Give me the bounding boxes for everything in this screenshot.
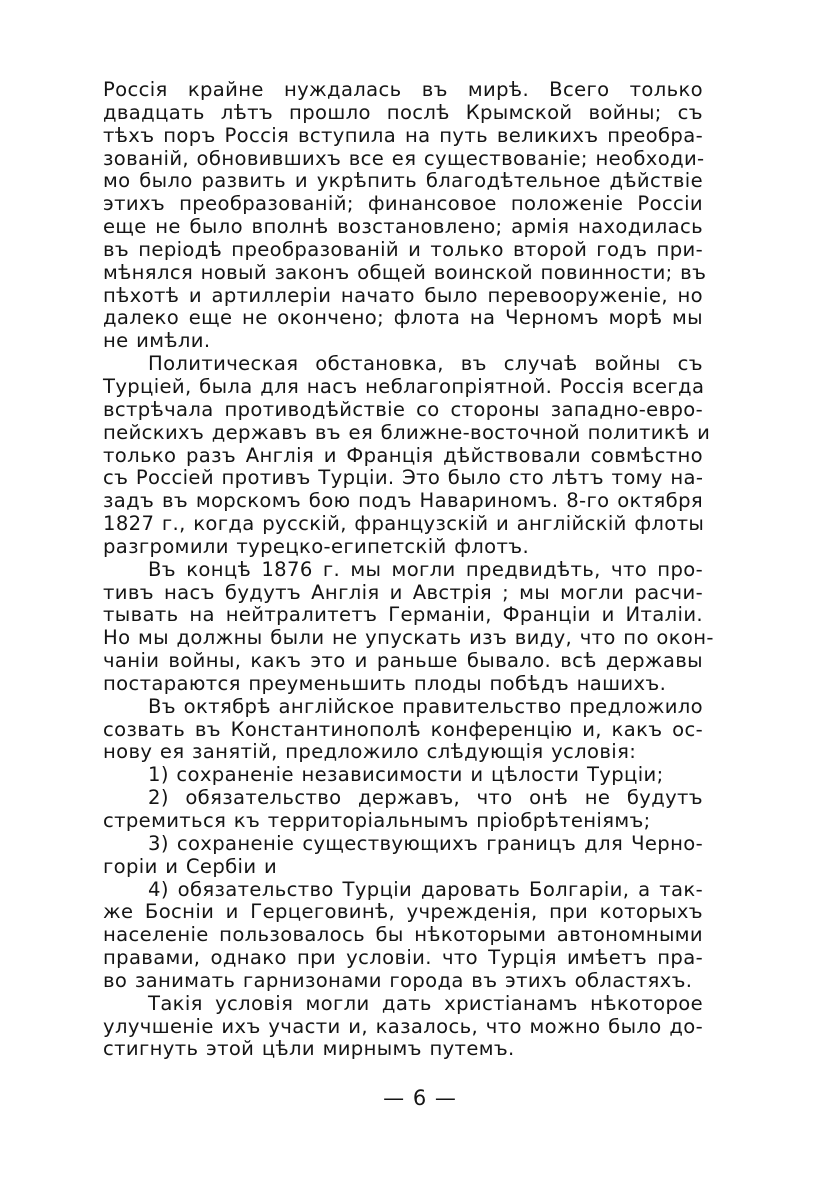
text-line: съ Россіей противъ Турціи. Это было сто лѣтъ тому на- [103,466,704,490]
text-line: зованій, обновившихъ все ея существованіе; необходи- [103,146,705,170]
text-line: 1) сохраненіе независимости и цѣлости Турціи; [148,763,664,787]
text-line: постараются преуменьшить плоды побѣдъ нашихъ. [103,671,667,695]
text-line: задъ въ морскомъ бою подъ Навариномъ. 8-го октября [103,489,703,513]
text-line: встрѣчала противодѣйствіе со стороны западно-евро- [103,397,703,421]
text-line: тивъ насъ будутъ Англія и Австрія ; мы могли расчи- [103,580,703,604]
text-line: населеніе пользовалось бы нѣкоторыми автономными [103,923,703,947]
text-line: тѣхъ поръ Россія вступила на путь великихъ преобра- [103,123,703,147]
list-item [103,879,703,993]
paragraph [103,352,711,559]
text-line: 4) обязательство Турціи даровать Болгаріи, а так- [148,877,703,901]
list-item [103,833,703,879]
text-line: 2) обязательство державъ, что онѣ не будутъ [148,786,703,810]
body-text [103,78,714,1061]
text-line: мѣнялся новый законъ общей воинской повинности; въ [103,260,707,284]
page-number: — 6 — [383,1086,457,1110]
list-item [103,764,703,787]
text-line: нову ея занятій, предложило слѣдующія условія: [103,740,637,764]
text-line: разгромили турецко-египетскій флотъ. [103,534,530,558]
text-line: 1827 г., когда русскій, французскій и англійскій флоты [103,512,705,536]
paragraph [103,696,703,765]
text-line: не имѣли. [103,329,211,353]
text-line: пейскихъ державъ въ ея ближне-восточной политикѣ и [103,420,711,444]
text-line: Но мы должны были не упускать изъ виду, что по окон- [103,626,714,650]
text-line: созвать въ Константинополѣ конференцію и, какъ ос- [103,717,703,741]
text-line: далеко еще не окончено; флота на Черномъ морѣ мы [103,306,703,330]
text-line: Россія крайне нуждалась въ мирѣ. Всего только [103,78,703,101]
text-line: стремиться къ территоріальнымъ пріобрѣтеніямъ; [103,809,651,832]
text-line: еще не было вполнѣ возстановлено; армія находилась [103,215,703,239]
paragraph [103,557,714,696]
paragraph [103,993,703,1062]
paragraph [103,78,707,353]
text-line: горіи и Сербіи и [103,854,278,878]
text-line: мо было развить и укрѣпить благодѣтельное дѣйствіе [103,169,703,193]
text-line: 3) сохраненіе существующихъ границъ для Черно- [148,831,703,855]
list-item [103,787,703,833]
text-line: Такія условія могли дать христіанамъ нѣкоторое [148,991,703,1015]
text-line: въ періодѣ преобразованій и только второй годъ при- [103,237,703,261]
text-line: чаніи войны, какъ это и раньше бывало. всѣ державы [103,649,703,673]
text-line: улучшеніе ихъ участи и, казалось, что можно было до- [103,1014,703,1038]
text-line: этихъ преобразованій; финансовое положеніе Россіи [103,192,703,216]
text-line: же Босніи и Герцеговинѣ, учрежденія, при которыхъ [103,900,703,924]
text-line: Въ октябрѣ англійское правительство предложило [148,694,703,718]
text-line: Турціей, была для насъ неблагопріятной. Россія всегда [103,374,705,398]
text-line: пѣхотѣ и артиллеріи начато было перевооруженіе, но [103,283,703,307]
text-line: двадцать лѣтъ прошло послѣ Крымской войны; съ [103,100,703,124]
text-line: только разъ Англія и Франція дѣйствовали совмѣстно [103,443,703,467]
text-line: Политическая обстановка, въ случаѣ войны съ [148,352,703,376]
text-line: правами, однако при условіи. что Турція имѣетъ пра- [103,946,703,970]
text-line: во занимать гарнизонами города въ этихъ областяхъ. [103,968,693,992]
text-line: Въ концѣ 1876 г. мы могли предвидѣть, что про- [148,557,703,581]
text-line: тывать на нейтралитетъ Германіи, Франціи и Италіи. [103,603,703,627]
text-line: стигнуть этой цѣли мирнымъ путемъ. [103,1037,515,1061]
